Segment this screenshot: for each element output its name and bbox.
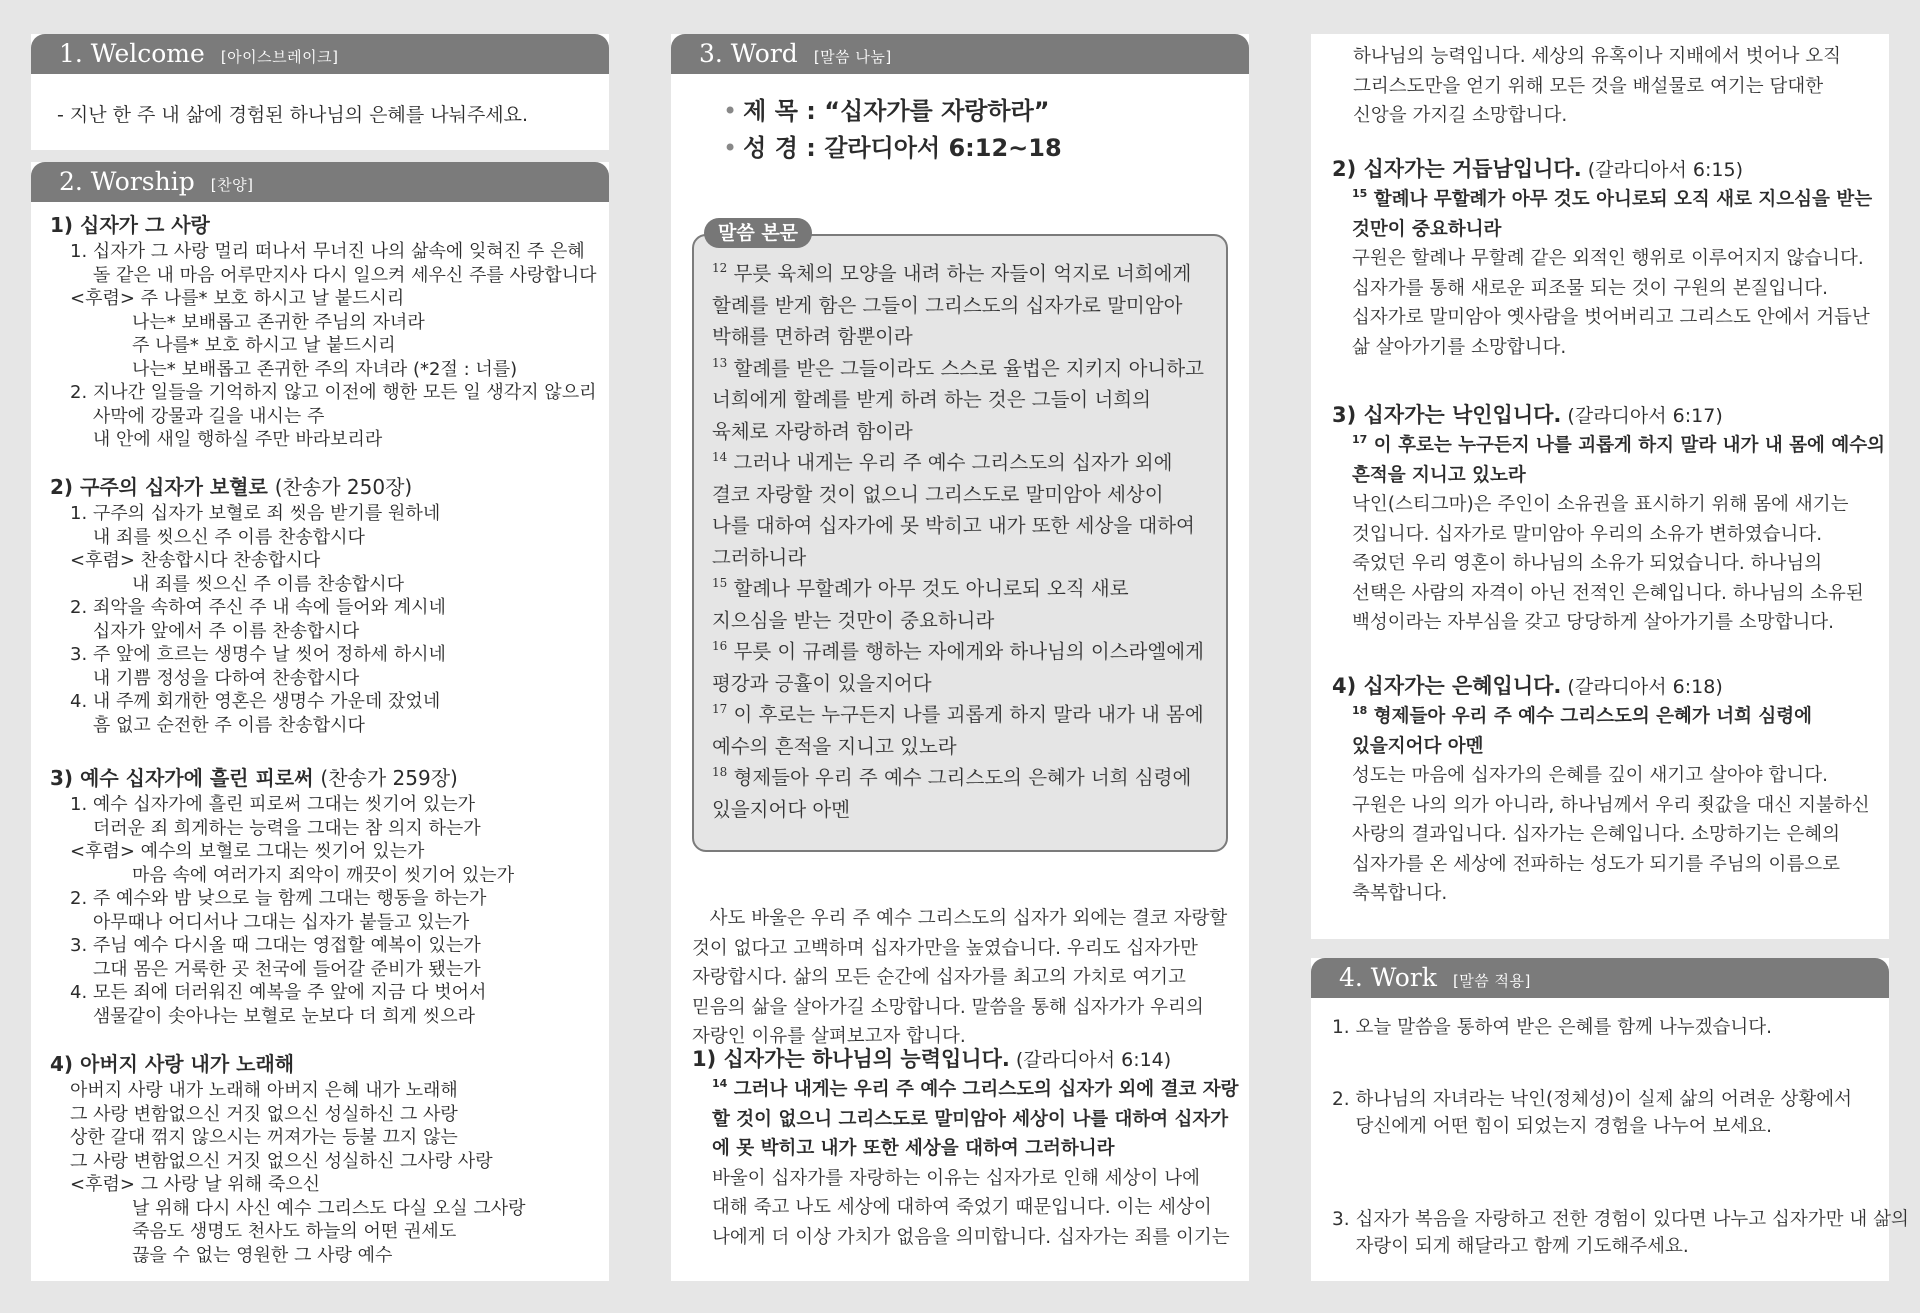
point-body-line: 구원은 나의 의가 아니라, 하나님께서 우리 죗값을 대신 지불하신 — [1352, 794, 1870, 816]
point-body-line: 하나님의 능력입니다. 세상의 유혹이나 지배에서 벗어나 오직 — [1353, 46, 1841, 67]
verse-text: 흔적을 지니고 있노라 — [1352, 464, 1526, 486]
song-title — [50, 474, 600, 500]
verse-line: 내 죄를 씻으신 주 이름 찬송합시다 — [70, 526, 365, 548]
work-title: 4. Work — [1339, 963, 1437, 992]
intro-line: 자랑인 이유를 살펴보고자 합니다. — [692, 1026, 966, 1047]
verse-text: 할 것이 없으니 그리스도로 말미암아 세상이 나를 대하여 십자가 — [712, 1108, 1229, 1130]
chorus-line: 날 위해 다시 사신 예수 그리스도 다실 오실 그사랑 — [132, 1197, 526, 1219]
verse-text: 나를 대하여 십자가에 못 박히고 내가 또한 세상을 대하여 — [712, 514, 1195, 537]
verse-number: 14 — [712, 450, 728, 464]
song-2 — [50, 474, 600, 737]
song-3 — [50, 765, 600, 1028]
scripture-verse-line — [712, 762, 1208, 794]
point-body-line: 대해 죽고 나도 세상에 대하여 죽었기 때문입니다. 이는 세상이 — [712, 1197, 1212, 1218]
chorus-line: 나는* 보배롭고 존귀한 주님의 자녀라 — [132, 311, 425, 333]
verse-line: 더러운 죄 희게하는 능력을 그대는 참 의지 하는가 — [70, 817, 481, 839]
verse-text: 할례나 무할례가 아무 것도 아니로되 오직 새로 — [733, 577, 1129, 600]
chorus-line: <후렴> 그 사랑 날 위해 죽으신 — [70, 1174, 321, 1195]
verse-line: 아무때나 어디서나 그대는 십자가 붙들고 있는가 — [70, 911, 470, 933]
scripture-verse-line — [712, 447, 1208, 479]
chorus-line: <후렴> 예수의 보혈로 그대는 씻기어 있는가 — [70, 841, 425, 862]
verse-number: 15 — [712, 576, 728, 590]
work-subtitle: [말씀 적용] — [1452, 972, 1531, 990]
point-title-text: 3) 십자가는 낙인입니다. — [1332, 403, 1562, 427]
scripture-verse-line — [712, 479, 1208, 511]
verse-text: 에 못 박히고 내가 또한 세상을 대하여 그러하니라 — [712, 1138, 1115, 1159]
verse-text: 있을지어다 아멘 — [712, 797, 851, 821]
scripture-verse-line — [712, 258, 1208, 290]
chorus-line: <후렴> 찬송합시다 찬송합시다 — [70, 550, 321, 571]
worship-title: 2. Worship — [59, 167, 195, 196]
point-body-line: 십자가로 말미암아 옛사람을 벗어버리고 그리스도 안에서 거듭난 — [1352, 307, 1870, 328]
point-body-line: 십자가를 온 세상에 전파하는 성도가 되기를 주님의 이름으로 — [1352, 853, 1840, 875]
scripture-verse-line — [712, 731, 1208, 763]
chorus-line: 끊을 수 없는 영원한 그 사랑 예수 — [132, 1244, 393, 1266]
scripture-verse-line — [712, 668, 1208, 700]
verse-text: 육체로 자랑하려 함이라 — [712, 419, 913, 443]
point-verse-line — [1332, 702, 1877, 732]
chorus-line: 나는* 보배롭고 존귀한 주의 자녀라 (*2절 : 너를) — [132, 358, 518, 380]
point-body-line: 신앙을 가지길 소망합니다. — [1353, 105, 1568, 126]
work-item-3: 3. 십자가 복음을 자랑하고 전한 경험이 있다면 나누고 십자가만 내 삶의 자랑이 되게 해달라고 함께 기도해주세요. — [1332, 1209, 1909, 1257]
chorus-line: 주 나를* 보호 하시고 날 붙드시리 — [132, 335, 396, 356]
point-body-line: 구원은 할례나 무할례 같은 외적인 행위로 이루어지지 않습니다. — [1352, 248, 1864, 269]
bullet-icon: • — [723, 134, 738, 162]
verse-line: 2. 죄악을 속하여 주신 주 내 속에 들어와 계시네 — [70, 597, 446, 618]
verse-line: 십자가 앞에서 주 이름 찬송합시다 — [70, 620, 360, 642]
work-item-1: 1. 오늘 말씀을 통하여 받은 은혜를 함께 나누겠습니다. — [1332, 1017, 1772, 1038]
point-verse-line — [692, 1105, 1237, 1135]
welcome-panel — [31, 34, 609, 150]
word-continued-panel — [1311, 34, 1889, 939]
verse-text: 그러나 내게는 우리 주 예수 그리스도의 십자가 외에 결코 자랑 — [733, 1079, 1239, 1100]
point-title — [1332, 154, 1877, 185]
point-body-line: 죽었던 우리 영혼이 하나님의 소유가 되었습니다. 하나님의 — [1352, 553, 1823, 574]
point-body-line: 사랑의 결과입니다. 십자가는 은혜입니다. 소망하기는 은혜의 — [1352, 824, 1840, 845]
point-body-line: 선택은 사람의 자격이 아닌 전적인 은혜입니다. 하나님의 소유된 — [1352, 582, 1864, 604]
point-4 — [1332, 671, 1877, 909]
song-title — [50, 765, 600, 791]
scripture-box — [692, 234, 1228, 852]
welcome-subtitle: [아이스브레이크] — [220, 48, 339, 66]
verse-text: 형제들아 우리 주 예수 그리스도의 은혜가 너희 심령에 — [733, 766, 1192, 789]
text-value: 갈라디아서 6:12~18 — [824, 134, 1062, 162]
point-body-line: 삶 살아가기를 소망합니다. — [1352, 336, 1567, 358]
scripture-verse-line — [712, 290, 1208, 322]
point-3 — [1332, 400, 1885, 638]
sermon-intro — [692, 904, 1232, 1052]
verse-number: 12 — [712, 261, 728, 275]
verse-line: 4. 내 주께 회개한 영혼은 생명수 가운데 잤었네 — [70, 691, 441, 712]
point-reference: (갈라디아서 6:18) — [1561, 676, 1723, 698]
verse-text: 결코 자랑할 것이 없으니 그리스도로 말미암아 세상이 — [712, 482, 1164, 506]
point-title — [1332, 400, 1877, 431]
verse-number: 13 — [712, 355, 728, 370]
point-title — [692, 1044, 1237, 1075]
point-2 — [1332, 154, 1877, 362]
verse-number: 14 — [712, 1077, 728, 1090]
chorus-line: 마음 속에 여러가지 죄악이 깨끗이 씻기어 있는가 — [132, 864, 515, 886]
chorus-line: <후렴> 주 나를* 보호 하시고 날 붙드시리 — [70, 288, 405, 309]
point-1 — [692, 1044, 1237, 1252]
text-label: 성 경 : — [743, 134, 816, 162]
verse-text: 그러하니라 — [712, 545, 807, 569]
point-title-text: 4) 십자가는 은혜입니다. — [1332, 674, 1562, 698]
verse-line: 3. 주님 예수 다시올 때 그대는 영접할 예복이 있는가 — [70, 935, 481, 956]
verse-line: 그대 몸은 거룩한 곳 천국에 들어갈 준비가 됐는가 — [70, 958, 481, 980]
verse-line: 사막에 강물과 길을 내시는 주 — [70, 405, 325, 427]
scripture-verse-line — [712, 416, 1208, 448]
work-panel — [1311, 958, 1909, 1281]
welcome-tab — [31, 34, 609, 74]
verse-line: 1. 구주의 십자가 보혈로 죄 씻음 받기를 원하네 — [70, 503, 441, 524]
worship-subtitle: [찬양] — [210, 176, 254, 194]
verse-text: 있을지어다 아멘 — [1352, 735, 1484, 757]
song-title-text: 4) 아버지 사랑 내가 노래해 — [50, 1052, 295, 1076]
verse-number: 18 — [1352, 704, 1368, 717]
song-1 — [50, 212, 600, 452]
scripture-verse-line — [712, 510, 1208, 542]
point-body-line: 낙인(스티그마)은 주인이 소유권을 표시하기 위해 몸에 새기는 — [1352, 494, 1849, 515]
verse-text: 할례나 무할례가 아무 것도 아니로되 오직 새로 지으심을 받는 — [1373, 189, 1873, 210]
song-reference: (찬송가 259장) — [320, 766, 458, 790]
verse-text: 형제들아 우리 주 예수 그리스도의 은혜가 너희 심령에 — [1373, 706, 1813, 727]
sermon-subject — [723, 96, 1050, 126]
song-title-text: 2) 구주의 십자가 보혈로 — [50, 475, 268, 499]
word-tab — [671, 34, 1249, 74]
point-title — [1332, 671, 1877, 702]
worship-tab — [31, 162, 609, 202]
verse-text: 이 후로는 누구든지 나를 괴롭게 하지 말라 내가 내 몸에 — [733, 703, 1204, 726]
welcome-title: 1. Welcome — [59, 39, 205, 68]
song-reference: (찬송가 250장) — [274, 475, 413, 499]
chorus-line: 아버지 사랑 내가 노래해 아버지 은혜 내가 노래해 — [70, 1080, 458, 1101]
verse-text: 박해를 면하려 함뿐이라 — [712, 325, 913, 348]
subject-label: 제 목 : — [743, 97, 816, 125]
verse-text: 평강과 긍휼이 있을지어다 — [712, 671, 932, 695]
scripture-verse-line — [712, 542, 1208, 574]
verse-line: 1. 십자가 그 사랑 멀리 떠나서 무너진 나의 삶속에 잊혀진 주 은혜 — [70, 241, 585, 262]
point-verse-line — [692, 1075, 1237, 1105]
point-body-line: 축복합니다. — [1352, 883, 1448, 904]
song-4 — [50, 1051, 600, 1267]
intro-line: 것이 없다고 고백하며 십자가만을 높였습니다. 우리도 십자가만 — [692, 937, 1198, 959]
chorus-line: 그 사랑 변함없으신 거짓 없으신 성실하신 그 사랑 — [70, 1103, 458, 1125]
verse-line: 돌 같은 내 마음 어루만지사 다시 일으켜 세우신 주를 사랑합니다 — [70, 264, 597, 286]
verse-number: 17 — [712, 702, 728, 716]
welcome-question: - 지난 한 주 내 삶에 경험된 하나님의 은혜를 나눠주세요. — [57, 104, 529, 126]
intro-line: 사도 바울은 우리 주 예수 그리스도의 십자가 외에는 결코 자랑할 — [692, 908, 1228, 929]
work-tab — [1311, 958, 1889, 998]
song-title-text: 3) 예수 십자가에 흘린 피로써 — [50, 766, 314, 790]
point-body-line: 것입니다. 십자가로 말미암아 우리의 소유가 변하였습니다. — [1352, 523, 1823, 545]
chorus-line: 상한 갈대 꺾지 않으시는 꺼져가는 등불 끄지 않는 — [70, 1127, 458, 1148]
scripture-label: 말씀 본문 — [704, 218, 812, 248]
scripture-verse-line — [712, 794, 1208, 826]
verse-text: 것만이 중요하니라 — [1352, 218, 1502, 240]
verse-text: 무릇 이 규례를 행하는 자에게와 하나님의 이스라엘에게 — [733, 640, 1204, 663]
verse-text: 할례를 받게 함은 그들이 그리스도의 십자가로 말미암아 — [712, 293, 1183, 317]
point-verse-line — [1332, 185, 1877, 215]
point-title-text: 1) 십자가는 하나님의 능력입니다. — [692, 1047, 1010, 1071]
scripture-verse-line — [712, 353, 1208, 385]
point-verse-line — [692, 1134, 1237, 1164]
point-body-line: 십자가를 통해 새로운 피조물 되는 것이 구원의 본질입니다. — [1352, 277, 1828, 299]
verse-number: 17 — [1352, 433, 1368, 446]
point-1-continued — [1353, 42, 1873, 131]
scripture-verse-line — [712, 605, 1208, 637]
word-subtitle: [말씀 나눔] — [813, 48, 892, 66]
song-title — [50, 1051, 600, 1077]
bullet-icon: • — [723, 97, 738, 125]
point-title-text: 2) 십자가는 거듭남입니다. — [1332, 157, 1582, 181]
verse-text: 할례를 받은 그들이라도 스스로 율법은 지키지 아니하고 — [733, 356, 1204, 380]
verse-text: 지으심을 받는 것만이 중요하니라 — [712, 608, 995, 632]
intro-line: 자랑합시다. 삶의 모든 순간에 십자가를 최고의 가치로 여기고 — [692, 967, 1186, 988]
worship-panel — [31, 162, 609, 1281]
work-item-2: 2. 하나님의 자녀라는 낙인(정체성)이 실제 삶의 어려운 상황에서 당신에게 어떤 힘이 되었는지 경험을 나누어 보세요. — [1332, 1089, 1853, 1137]
verse-number: 18 — [712, 765, 728, 779]
point-verse-line — [1332, 732, 1877, 762]
point-body-line: 성도는 마음에 십자가의 은혜를 깊이 새기고 살아야 합니다. — [1352, 765, 1828, 786]
verse-text: 이 후로는 누구든지 나를 괴롭게 하지 말라 내가 내 몸에 예수의 — [1373, 435, 1885, 456]
verse-number: 16 — [712, 639, 728, 653]
point-verse-line — [1332, 461, 1877, 491]
verse-number: 15 — [1352, 187, 1368, 200]
verse-line: 1. 예수 십자가에 흘린 피로써 그대는 씻기어 있는가 — [70, 794, 475, 815]
verse-text: 예수의 흔적을 지니고 있노라 — [712, 734, 957, 758]
chorus-line: 내 죄를 씻으신 주 이름 찬송합시다 — [132, 573, 405, 595]
point-reference: (갈라디아서 6:15) — [1581, 159, 1744, 181]
point-body-line: 그리스도만을 얻기 위해 모든 것을 배설물로 여기는 담대한 — [1353, 75, 1824, 97]
subject-value: “십자가를 자랑하라” — [824, 97, 1050, 125]
point-body-line: 나에게 더 이상 가치가 없음을 의미합니다. 십자가는 죄를 이기는 — [712, 1226, 1230, 1248]
verse-line: 3. 주 앞에 흐르는 생명수 날 씻어 정하세 하시네 — [70, 644, 446, 665]
scripture-verse-line — [712, 699, 1208, 731]
song-title — [50, 212, 600, 238]
intro-line: 믿음의 삶을 살아가길 소망합니다. 말씀을 통해 십자가가 우리의 — [692, 996, 1204, 1018]
verse-line: 내 안에 새일 행하실 주만 바라보리라 — [70, 429, 383, 450]
verse-text: 무릇 육체의 모양을 내려 하는 자들이 억지로 너희에게 — [733, 262, 1192, 285]
chorus-line: 그 사랑 변함없으신 거짓 없으신 성실하신 그사랑 사랑 — [70, 1150, 493, 1172]
scripture-verse-line — [712, 573, 1208, 605]
verse-line: 2. 주 예수와 밤 낮으로 늘 함께 그대는 행동을 하는가 — [70, 888, 487, 909]
scripture-verse-line — [712, 384, 1208, 416]
point-body-line: 백성이라는 자부심을 갖고 당당하게 살아가기를 소망합니다. — [1352, 612, 1835, 633]
scripture-verse-line — [712, 321, 1208, 353]
point-reference: (갈라디아서 6:17) — [1561, 405, 1723, 427]
word-title: 3. Word — [699, 39, 798, 68]
song-title-text: 1) 십자가 그 사랑 — [50, 213, 210, 237]
scripture-verse-line — [712, 636, 1208, 668]
verse-text: 너희에게 할례를 받게 하려 하는 것은 그들이 너희의 — [712, 388, 1151, 411]
verse-line: 샘물같이 솟아나는 보혈로 눈보다 더 희게 씻으라 — [70, 1005, 475, 1027]
point-verse-line — [1332, 215, 1877, 245]
word-panel — [671, 34, 1249, 1281]
point-body-line: 바울이 십자가를 자랑하는 이유는 십자가로 인해 세상이 나에 — [712, 1167, 1200, 1189]
verse-text: 그러나 내게는 우리 주 예수 그리스도의 십자가 외에 — [733, 451, 1173, 474]
verse-line: 흠 없고 순전한 주 이름 찬송합시다 — [70, 714, 365, 736]
verse-line: 4. 모든 죄에 더러워진 예복을 주 앞에 지금 다 벗어서 — [70, 982, 487, 1003]
point-verse-line — [1332, 431, 1885, 461]
point-reference: (갈라디아서 6:14) — [1009, 1049, 1172, 1071]
verse-line: 내 기쁨 정성을 다하여 찬송합시다 — [70, 667, 360, 689]
chorus-line: 죽음도 생명도 천사도 하늘의 어떤 권세도 — [132, 1221, 457, 1242]
verse-line: 2. 지나간 일들을 기억하지 않고 이전에 행한 모든 일 생각지 않으리 — [70, 382, 597, 403]
sermon-text — [723, 133, 1062, 163]
